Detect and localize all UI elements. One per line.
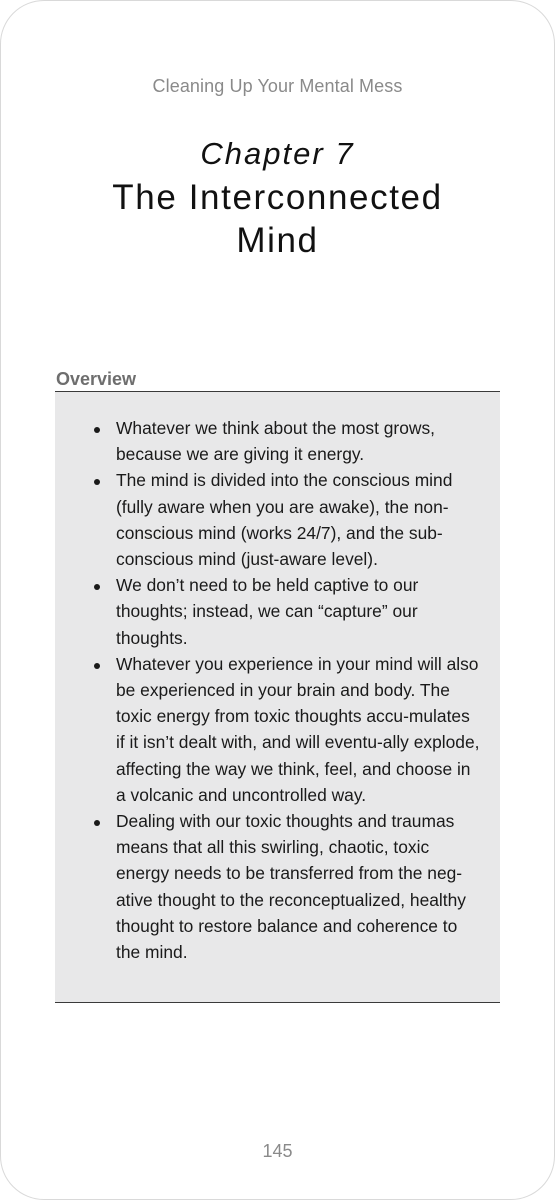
chapter-label: Chapter 7 [200, 136, 355, 171]
bullet-dot-icon [94, 663, 100, 669]
overview-bullet [55, 808, 482, 965]
overview-bullet [55, 651, 482, 808]
overview-bullet-text: The mind is divided into the conscious mind (fully aware when you are awake), the non-conscious mind (works 24/7), and the sub-conscious mind (just-aware level). [116, 470, 453, 570]
overview-bullet-text: Whatever we think about the most grows, because we are giving it energy. [116, 418, 435, 465]
chapter-title-line-1: The Interconnected [112, 178, 443, 217]
chapter-title [60, 176, 495, 262]
overview-bullet [55, 467, 482, 572]
bullet-dot-icon [94, 427, 100, 433]
overview-bullet-text: We don’t need to be held captive to our thoughts; instead, we can “capture” our thoughts. [116, 575, 419, 648]
chapter-title-line-2: Mind [236, 221, 319, 260]
overview-bullet-text: Dealing with our toxic thoughts and traumas means that all this swirling, chaotic, toxic energy needs to be transferred from the neg-ative thought to the reconceptualized, healthy thought to restore balance and coherence to the mind. [116, 811, 466, 963]
overview-bullet [55, 572, 482, 651]
page-number: 145 [262, 1141, 293, 1161]
overview-bullet [55, 415, 482, 467]
bullet-dot-icon [94, 820, 100, 826]
overview-bullet-list [55, 392, 500, 965]
running-header: Cleaning Up Your Mental Mess [152, 76, 403, 96]
overview-heading: Overview [56, 369, 137, 389]
bullet-dot-icon [94, 584, 100, 590]
overview-bullet-text: Whatever you experience in your mind will also be experienced in your brain and body. The toxic energy from toxic thoughts accu-mulates if it isn’t dealt with, and will eventu-ally explode, affecting the way we think, feel, and choose in a volcanic and uncontrolled way. [116, 653, 480, 805]
overview-box [55, 391, 500, 1003]
bullet-dot-icon [94, 479, 100, 485]
